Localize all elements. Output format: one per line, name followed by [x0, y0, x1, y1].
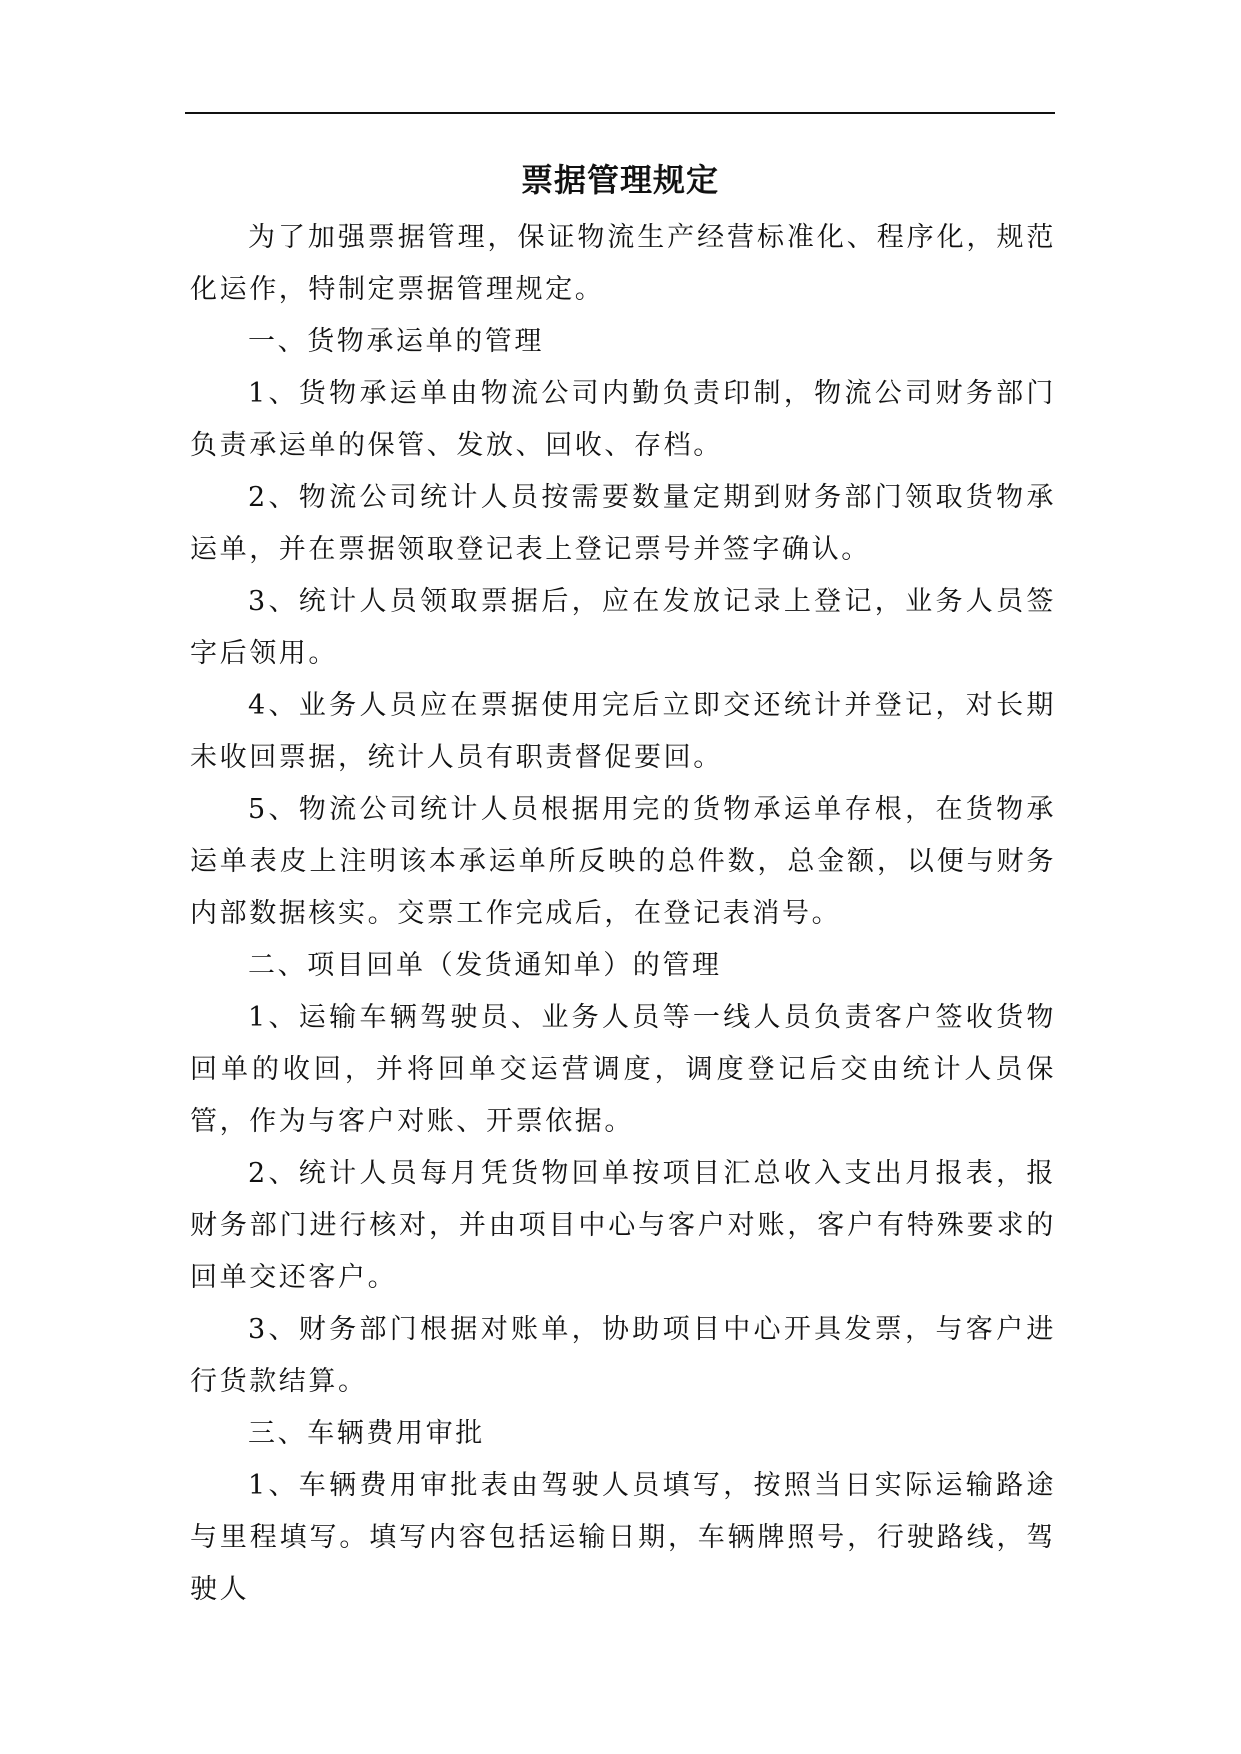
paragraph-2-3: 3、财务部门根据对账单，协助项目中心开具发票，与客户进行货款结算。	[190, 1314, 1056, 1397]
paragraph-1-3: 3、统计人员领取票据后，应在发放记录上登记，业务人员签字后领用。	[190, 586, 1056, 669]
paragraph-2-2: 2、统计人员每月凭货物回单按项目汇总收入支出月报表，报财务部门进行核对，并由项目中心与客户对账，客户有特殊要求的回单交还客户。	[190, 1158, 1056, 1293]
paragraph-intro: 为了加强票据管理，保证物流生产经营标准化、程序化，规范化运作，特制定票据管理规定。	[190, 222, 1056, 305]
paragraph-1-2: 2、物流公司统计人员按需要数量定期到财务部门领取货物承运单，并在票据领取登记表上登记票号并签字确认。	[190, 482, 1056, 565]
paragraph-3-1: 1、车辆费用审批表由驾驶人员填写，按照当日实际运输路途与里程填写。填写内容包括运输日期，车辆牌照号，行驶路线，驾驶人	[190, 1470, 1056, 1605]
section-heading-2: 二、项目回单（发货通知单）的管理	[248, 950, 722, 981]
paragraph-1-5: 5、物流公司统计人员根据用完的货物承运单存根，在货物承运单表皮上注明该本承运单所反映的总件数，总金额，以便与财务内部数据核实。交票工作完成后，在登记表消号。	[190, 794, 1056, 929]
section-heading-3: 三、车辆费用审批	[248, 1418, 485, 1449]
paragraph-1-4: 4、业务人员应在票据使用完后立即交还统计并登记，对长期未收回票据，统计人员有职责督促要回。	[190, 690, 1056, 773]
header-rule	[185, 112, 1055, 114]
section-heading-1: 一、货物承运单的管理	[248, 326, 544, 357]
paragraph-1-1: 1、货物承运单由物流公司内勤负责印制，物流公司财务部门负责承运单的保管、发放、回收、存档。	[190, 378, 1056, 461]
document-body	[190, 212, 1056, 1616]
document-title: 票据管理规定	[520, 161, 719, 199]
paragraph-2-1: 1、运输车辆驾驶员、业务人员等一线人员负责客户签收货物回单的收回，并将回单交运营调度，调度登记后交由统计人员保管，作为与客户对账、开票依据。	[190, 1002, 1056, 1137]
